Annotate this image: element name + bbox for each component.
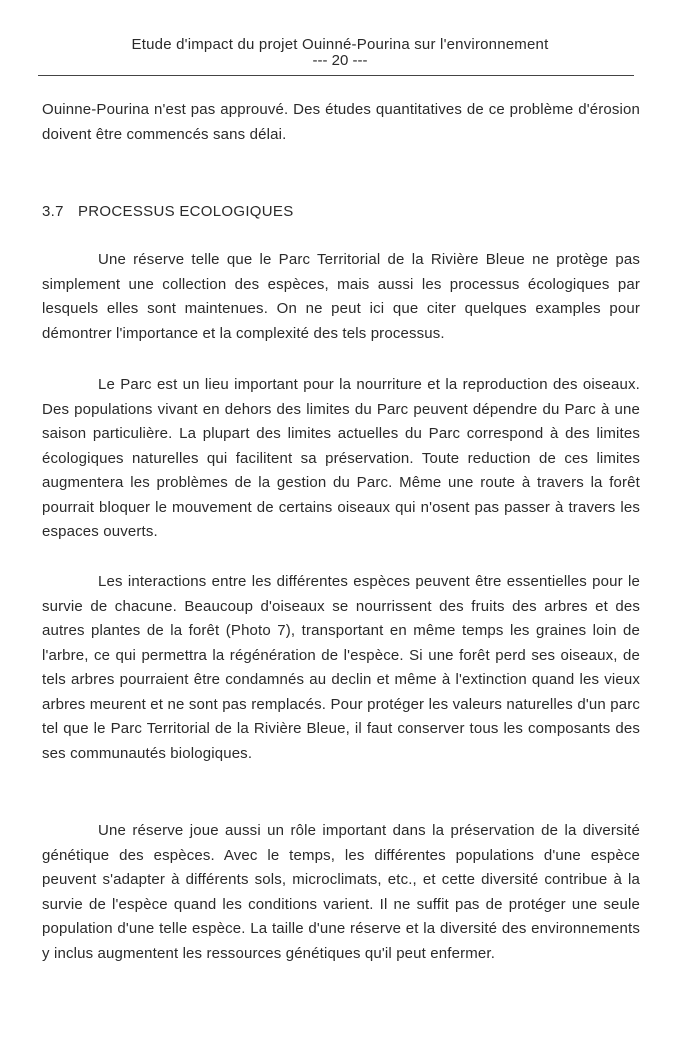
page-number: --- 20 --- [312, 52, 368, 69]
section-heading [42, 200, 294, 224]
paragraph-species-interactions: Les interactions entre les différentes espèces peuvent être essentielles pour le survie de chacune. Beaucoup d'oiseaux se nourrissent des fruits des arbres et des autres plantes de la forêt (Photo 7), transportant en même temps les graines loin de l'arbre, ce qui permettra la régénération de l'espèce. Si une forêt perd ses oiseaux, de tels arbres pourraient être condamnés au declin et même à l'extinction quand les vieux arbres meurent et ne sont pas remplacés. Pour protéger les valeurs naturelles d'un parc tel que le Parc Territorial de la Rivière Bleue, il faut conserver tous les composants des ses communautés biologiques. [42, 573, 640, 762]
paragraph-genetic-diversity: Une réserve joue aussi un rôle important dans la préservation de la diversité génétique des espèces. Avec le temps, les différentes populations d'une espèce peuvent s'adapter à différents sols, microclimats, etc., et cette diversité contribue à la survie de l'espèce quand les conditions varient. Il ne suffit pas de protéger une seule population d'une telle espèce. La taille d'une réserve et la diversité des environnements y inclus augmentent les ressources génétiques qu'il peut enfermer. [42, 822, 640, 962]
section-number: 3.7 [42, 203, 64, 220]
intro-paragraph: Ouinne-Pourina n'est pas approuvé. Des études quantitatives de ce problème d'érosion doivent être commencés sans délai. [42, 101, 640, 143]
header-divider [38, 75, 634, 76]
page-header [0, 36, 680, 69]
paragraph-ecological-processes: Une réserve telle que le Parc Territorial de la Rivière Bleue ne protège pas simplement une collection des espèces, mais aussi les processus écologiques par lesquels elles sont maintenues. On ne peut ici que citer quelques examples pour démontrer l'importance et la complexité des tels processus. [42, 251, 640, 342]
section-title: PROCESSUS ECOLOGIQUES [78, 203, 294, 220]
paragraph-bird-habitat: Le Parc est un lieu important pour la nourriture et la reproduction des oiseaux. Des populations vivant en dehors des limites du Parc peuvent dépendre du Parc à une saison particulière. La plupart des limites actuelles du Parc correspond à des limites écologiques naturelles qui facilitent sa préservation. Toute reduction de ces limites augmentera les problèmes de la gestion du Parc. Même une route à travers la forêt pourrait bloquer le mouvement de certains oiseaux qui n'osent pas passer à travers les espaces ouverts. [42, 376, 640, 540]
document-title: Etude d'impact du projet Ouinné-Pourina sur l'environnement [131, 36, 549, 53]
